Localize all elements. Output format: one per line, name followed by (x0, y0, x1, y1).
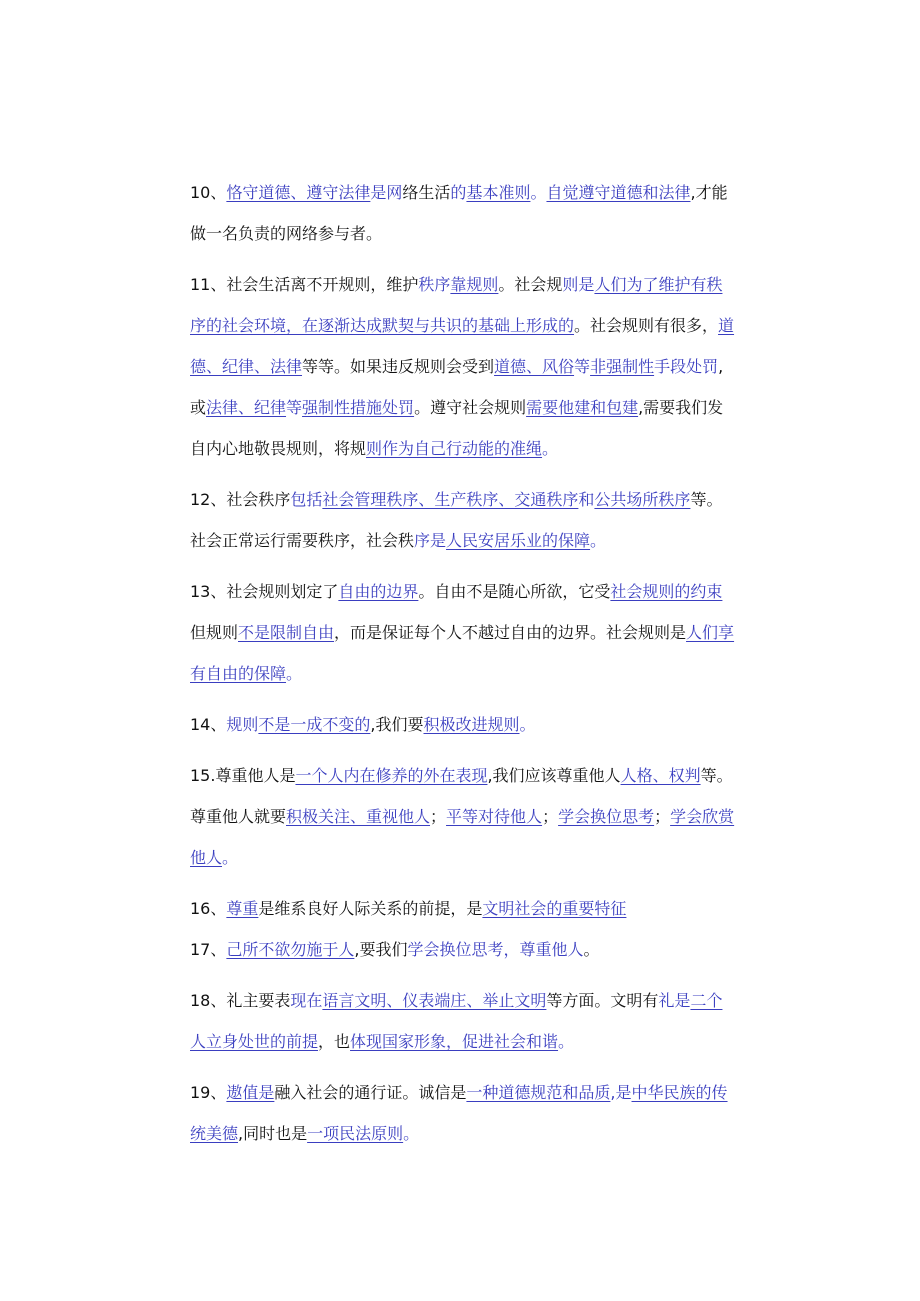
paragraph-gap (190, 469, 735, 479)
text-run: ，也 (318, 1032, 351, 1051)
underlined-term[interactable]: 道德、纪律、法律 (190, 316, 735, 376)
text-run: 等方面。文明有 (546, 991, 659, 1010)
paragraph-gap (190, 694, 735, 704)
text-run: 融入社会的通行证。诚信是 (274, 1083, 467, 1102)
underlined-term[interactable]: 一个人内在修养的外在表现 (295, 766, 488, 785)
paragraph-14 (190, 704, 735, 745)
underlined-term[interactable]: 文明社会的重要特征 (482, 899, 627, 918)
underlined-term[interactable]: 平等对待他人 (446, 807, 543, 826)
highlighted-text: 包括 (290, 490, 323, 509)
underlined-term[interactable]: 人们为了维护有秩序的社会环境，在逐渐达成默契与共识的基础上形成的 (190, 275, 723, 335)
text-run: ,我们要 (370, 715, 424, 734)
underlined-term[interactable]: 不是限制自由 (238, 623, 335, 642)
text-run: 但规则 (190, 623, 239, 642)
text-run: 。自由不是随心所欲，它受 (418, 582, 611, 601)
highlighted-text: 。 (590, 531, 607, 550)
highlighted-text: 是网 (370, 183, 403, 202)
text-run: 15.尊重他人是 (190, 766, 296, 785)
highlighted-text: 的 (450, 183, 467, 202)
underlined-term[interactable]: 一种道德规范和品质 (466, 1083, 611, 1102)
underlined-term[interactable]: 体现国家形象，促进社会和谐 (350, 1032, 559, 1051)
paragraph-gap (190, 1062, 735, 1072)
text-run: 13、社会规则划定了 (190, 582, 339, 601)
text-run: ,同时也是 (238, 1124, 308, 1143)
highlighted-text: 等 (574, 357, 591, 376)
text-run: ,要我们 (354, 940, 408, 959)
text-run: 16、 (190, 899, 227, 918)
underlined-term[interactable]: 则作为自己行动能的准绳 (366, 439, 543, 458)
underlined-term[interactable]: 基本准则 (466, 183, 531, 202)
document-body (190, 172, 735, 1154)
text-run: 络生活 (402, 183, 451, 202)
text-run: ，而是保证每个人不越过自由的边界。社会规则是 (334, 623, 687, 642)
text-run: 12、社会秩序 (190, 490, 291, 509)
underlined-term[interactable]: 尊重 (226, 899, 259, 918)
paragraph-16 (190, 888, 735, 929)
underlined-term[interactable]: 一项民法原则 (307, 1124, 404, 1143)
text-run: 。 (583, 940, 600, 959)
text-run: ； (430, 807, 447, 826)
underlined-term[interactable]: 二个人立身处世的前提 (190, 991, 723, 1051)
underlined-term[interactable]: 公共场所秩序 (594, 490, 691, 509)
underlined-term[interactable]: 积极改进规则 (423, 715, 520, 734)
underlined-term[interactable]: 恪守道德、遵守法律 (226, 183, 371, 202)
text-run: 等。社会正常运行需要秩序，社会秩 (190, 490, 723, 550)
text-run: ,或 (190, 357, 724, 417)
highlighted-text: 和 (578, 490, 595, 509)
underlined-term[interactable]: 自觉遵守道德和法律 (546, 183, 691, 202)
text-run: 10、 (190, 183, 227, 202)
highlighted-text: 。 (542, 439, 559, 458)
highlighted-text: 学会换位思考，尊重他人 (407, 940, 584, 959)
text-run: 。遵守社会规则 (414, 398, 527, 417)
underlined-term[interactable]: 语言文明、仪表端庄、举止文明 (322, 991, 547, 1010)
paragraph-10 (190, 172, 735, 254)
underlined-term[interactable]: 人们享有自由的保障 (190, 623, 735, 683)
underlined-term[interactable]: 学会换位思考 (558, 807, 655, 826)
text-run: ,才能做一名负责的网络参与者。 (190, 183, 728, 243)
paragraph-gap (190, 878, 735, 888)
paragraph-gap (190, 561, 735, 571)
underlined-term[interactable]: 非强制性 (590, 357, 655, 376)
highlighted-text: 现在 (290, 991, 323, 1010)
paragraph-17 (190, 929, 735, 970)
paragraph-12 (190, 479, 735, 561)
underlined-term[interactable]: 遨值是 (226, 1083, 275, 1102)
highlighted-text: 。 (403, 1124, 420, 1143)
underlined-term[interactable]: 自由的边界 (338, 582, 419, 601)
paragraph-gap (190, 254, 735, 264)
underlined-term[interactable]: 人民安居乐业的保障 (446, 531, 591, 550)
text-run: 是维系良好人际关系的前提，是 (258, 899, 483, 918)
text-run: 11、社会生活离不开规则，维护 (190, 275, 419, 294)
highlighted-text: 。 (222, 848, 239, 867)
text-run: ,我们应该尊重他人 (487, 766, 621, 785)
underlined-term[interactable]: 强制性措施处罚 (302, 398, 415, 417)
paragraph-19 (190, 1072, 735, 1154)
highlighted-text: 。 (558, 1032, 575, 1051)
text-run: 14、 (190, 715, 227, 734)
text-run: ,需要我们发自内心地敬畏规则，将规 (190, 398, 724, 458)
paragraph-13 (190, 571, 735, 694)
text-run: ； (654, 807, 671, 826)
underlined-term[interactable]: 己所不欲勿施于人 (226, 940, 355, 959)
text-run: 等。尊重他人就要 (190, 766, 733, 826)
highlighted-text: 礼是 (658, 991, 691, 1010)
underlined-term[interactable]: 社会管理秩序、生产秩序、交通秩序 (322, 490, 579, 509)
paragraph-18 (190, 980, 735, 1062)
highlighted-text: 等 (286, 398, 303, 417)
text-run: 18、礼主要表 (190, 991, 291, 1010)
highlighted-text: 规则 (226, 715, 259, 734)
underlined-term[interactable]: 需要他建和包建 (526, 398, 639, 417)
highlighted-text: 秩序 (418, 275, 451, 294)
underlined-term[interactable]: 中华民族的传统美德 (190, 1083, 728, 1143)
highlighted-text: 手段处罚 (654, 357, 719, 376)
highlighted-text: 。 (286, 664, 303, 683)
text-run: ； (542, 807, 559, 826)
paragraph-gap (190, 970, 735, 980)
highlighted-text: 则是 (562, 275, 595, 294)
paragraph-15 (190, 755, 735, 878)
highlighted-text: 。 (530, 183, 547, 202)
underlined-term[interactable]: 道德、风俗 (494, 357, 575, 376)
paragraph-11 (190, 264, 735, 469)
paragraph-gap (190, 745, 735, 755)
text-run: 等等。如果违反规则会受到 (302, 357, 495, 376)
text-run: 17、 (190, 940, 227, 959)
text-run: 19、 (190, 1083, 227, 1102)
highlighted-text: 。 (519, 715, 536, 734)
underlined-term[interactable]: 不是一成不变的 (258, 715, 371, 734)
highlighted-text: 序是 (414, 531, 447, 550)
underlined-term[interactable]: 学会欣赏他人 (190, 807, 735, 867)
text-run: 。社会规 (498, 275, 563, 294)
underlined-term[interactable]: 人格、权判 (620, 766, 701, 785)
highlighted-text: ,是 (610, 1083, 632, 1102)
underlined-term[interactable]: 社会规则的约束 (610, 582, 723, 601)
underlined-term[interactable]: 靠规则 (450, 275, 499, 294)
underlined-term[interactable]: 法律、纪律 (206, 398, 287, 417)
underlined-term[interactable]: 积极关注、重视他人 (286, 807, 431, 826)
text-run: 。社会规则有很多， (574, 316, 719, 335)
